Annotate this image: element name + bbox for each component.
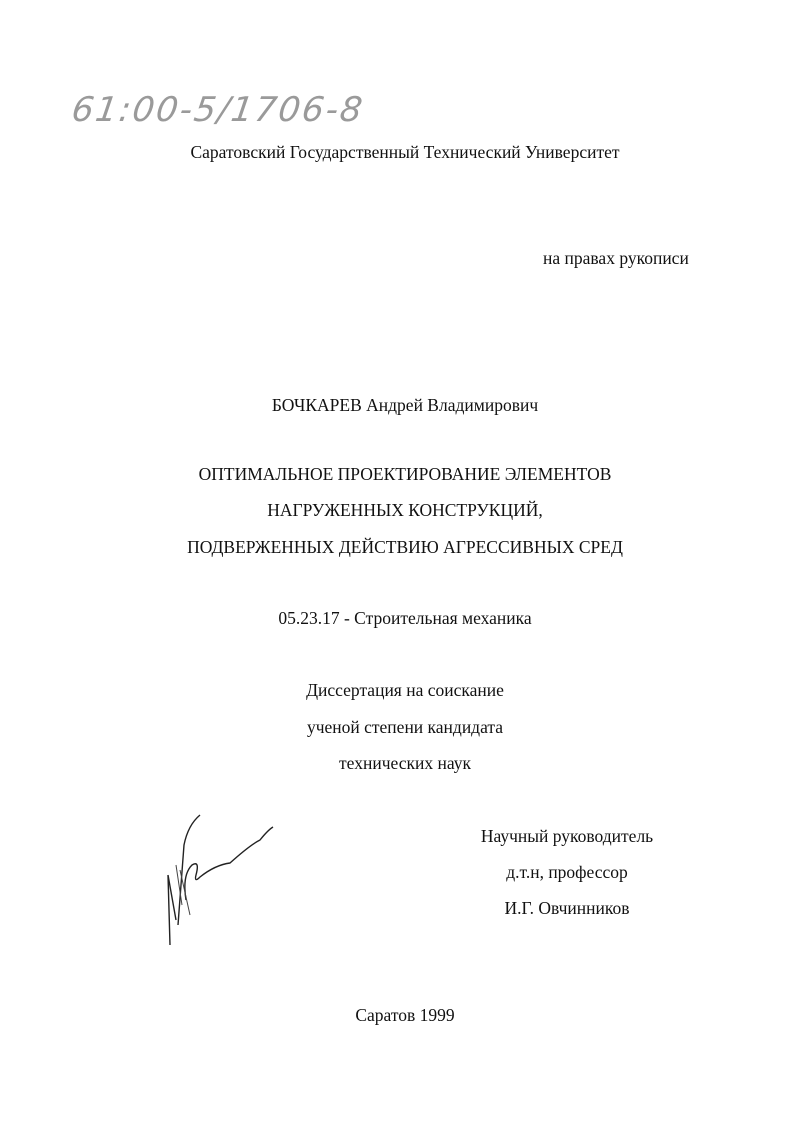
supervisor-degree: д.т.н, профессор [506,862,628,882]
author-name: БОЧКАРЕВ Андрей Владимирович [271,395,539,415]
title-line-1: ОПТИМАЛЬНОЕ ПРОЕКТИРОВАНИЕ ЭЛЕМЕНТОВ [198,464,612,484]
city-year: Саратов 1999 [355,1005,455,1025]
signature [140,805,290,955]
degree-line-2: ученой степени кандидата [306,717,504,737]
degree-line-1: Диссертация на соискание [306,680,504,700]
title-line-3: ПОДВЕРЖЕННЫХ ДЕЙСТВИЮ АГРЕССИВНЫХ СРЕД [187,537,623,557]
degree-line-3: технических наук [339,753,471,773]
supervisor-label: Научный руководитель [480,826,654,846]
handwritten-archive-number: 61:00-5/1706-8 [69,90,367,130]
university-name: Саратовский Государственный Технический Университет [190,142,620,162]
title-line-2: НАГРУЖЕННЫХ КОНСТРУКЦИЙ, [267,500,543,520]
specialty: 05.23.17 - Строительная механика [278,608,532,628]
manuscript-note: на правах рукописи [543,248,689,268]
supervisor-name: И.Г. Овчинников [504,898,630,918]
